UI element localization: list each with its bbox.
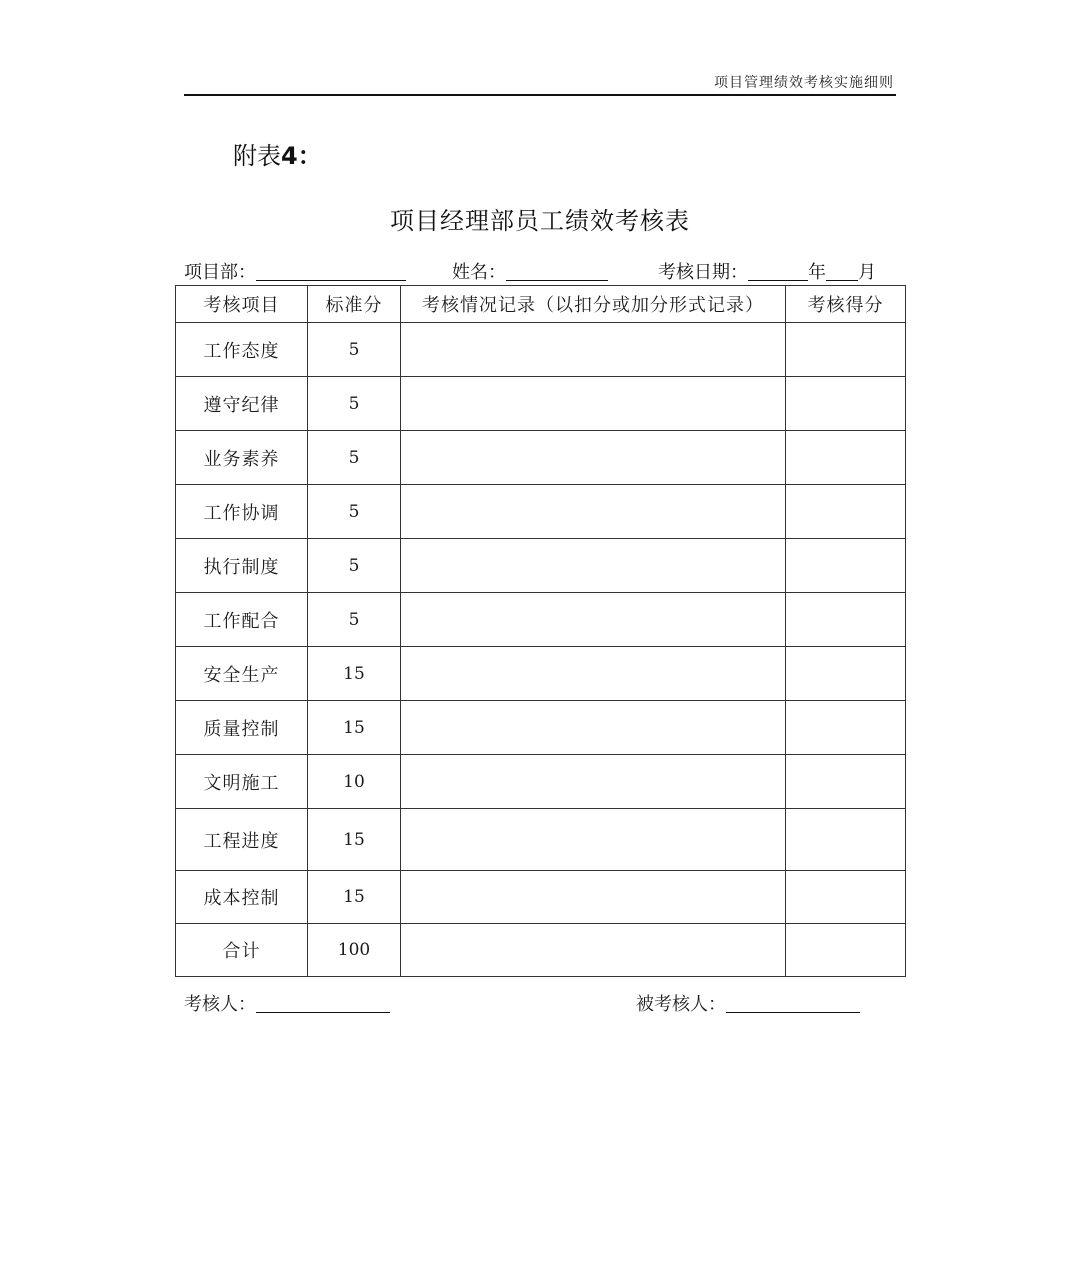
table-row	[176, 485, 906, 539]
department-field[interactable]	[184, 258, 406, 284]
score-cell[interactable]	[786, 755, 906, 809]
score-cell[interactable]	[786, 485, 906, 539]
item-cell: 工程进度	[176, 809, 308, 871]
item-cell: 执行制度	[176, 539, 308, 593]
record-cell[interactable]	[401, 485, 786, 539]
score-cell[interactable]	[786, 593, 906, 647]
standard-score-cell: 15	[308, 647, 401, 701]
appendix-label-text: 附表	[233, 142, 281, 170]
column-header: 考核项目	[176, 286, 308, 323]
item-cell: 安全生产	[176, 647, 308, 701]
signature-line	[184, 990, 904, 1016]
table-row	[176, 323, 906, 377]
table-row	[176, 539, 906, 593]
standard-score-cell: 5	[308, 539, 401, 593]
item-cell: 业务素养	[176, 431, 308, 485]
record-cell[interactable]	[401, 924, 786, 977]
item-cell: 工作态度	[176, 323, 308, 377]
item-cell: 文明施工	[176, 755, 308, 809]
assessor-field[interactable]	[184, 990, 390, 1016]
record-cell[interactable]	[401, 871, 786, 924]
standard-score-cell: 5	[308, 485, 401, 539]
date-field[interactable]	[658, 258, 876, 284]
name-field[interactable]	[452, 258, 608, 284]
appendix-label	[233, 136, 322, 171]
table-row	[176, 593, 906, 647]
item-cell: 质量控制	[176, 701, 308, 755]
record-cell[interactable]	[401, 647, 786, 701]
record-cell[interactable]	[401, 377, 786, 431]
column-header: 考核得分	[786, 286, 906, 323]
item-cell: 遵守纪律	[176, 377, 308, 431]
standard-score-cell: 10	[308, 755, 401, 809]
record-cell[interactable]	[401, 701, 786, 755]
standard-score-cell: 100	[308, 924, 401, 977]
score-cell[interactable]	[786, 431, 906, 485]
assessment-table	[175, 285, 906, 977]
record-cell[interactable]	[401, 431, 786, 485]
header-rule	[184, 94, 896, 96]
column-header: 考核情况记录（以扣分或加分形式记录）	[401, 286, 786, 323]
assessor-label: 考核人：	[184, 994, 256, 1015]
department-blank[interactable]	[256, 260, 406, 281]
name-blank[interactable]	[506, 260, 608, 281]
score-cell[interactable]	[786, 871, 906, 924]
item-cell: 成本控制	[176, 871, 308, 924]
record-cell[interactable]	[401, 593, 786, 647]
table-row	[176, 755, 906, 809]
table-row	[176, 377, 906, 431]
standard-score-cell: 5	[308, 323, 401, 377]
form-meta-line	[184, 258, 904, 284]
date-label: 考核日期：	[658, 262, 748, 283]
score-cell[interactable]	[786, 323, 906, 377]
appendix-number: 4	[281, 142, 298, 170]
year-blank[interactable]	[748, 260, 808, 281]
table-row	[176, 647, 906, 701]
table-row	[176, 871, 906, 924]
standard-score-cell: 15	[308, 701, 401, 755]
name-label: 姓名：	[452, 262, 506, 283]
table-row	[176, 924, 906, 977]
score-cell[interactable]	[786, 701, 906, 755]
assessee-field[interactable]	[636, 990, 860, 1016]
assessee-blank[interactable]	[726, 992, 860, 1013]
record-cell[interactable]	[401, 539, 786, 593]
table-row	[176, 701, 906, 755]
standard-score-cell: 5	[308, 377, 401, 431]
month-unit: 月	[858, 262, 876, 283]
standard-score-cell: 15	[308, 809, 401, 871]
table-row	[176, 431, 906, 485]
item-cell: 工作配合	[176, 593, 308, 647]
standard-score-cell: 5	[308, 593, 401, 647]
assessor-blank[interactable]	[256, 992, 390, 1013]
running-header: 项目管理绩效考核实施细则	[714, 75, 894, 91]
score-cell[interactable]	[786, 647, 906, 701]
table-row	[176, 809, 906, 871]
form-title: 项目经理部员工绩效考核表	[390, 207, 690, 235]
item-cell: 合计	[176, 924, 308, 977]
year-unit: 年	[808, 262, 826, 283]
column-header: 标准分	[308, 286, 401, 323]
standard-score-cell: 15	[308, 871, 401, 924]
score-cell[interactable]	[786, 377, 906, 431]
record-cell[interactable]	[401, 809, 786, 871]
standard-score-cell: 5	[308, 431, 401, 485]
month-blank[interactable]	[826, 260, 858, 281]
record-cell[interactable]	[401, 755, 786, 809]
record-cell[interactable]	[401, 323, 786, 377]
appendix-colon: ：	[297, 142, 322, 170]
assessee-label: 被考核人：	[636, 994, 726, 1015]
table-header-row	[176, 286, 906, 323]
score-cell[interactable]	[786, 539, 906, 593]
score-cell[interactable]	[786, 809, 906, 871]
department-label: 项目部：	[184, 262, 256, 283]
item-cell: 工作协调	[176, 485, 308, 539]
score-cell[interactable]	[786, 924, 906, 977]
